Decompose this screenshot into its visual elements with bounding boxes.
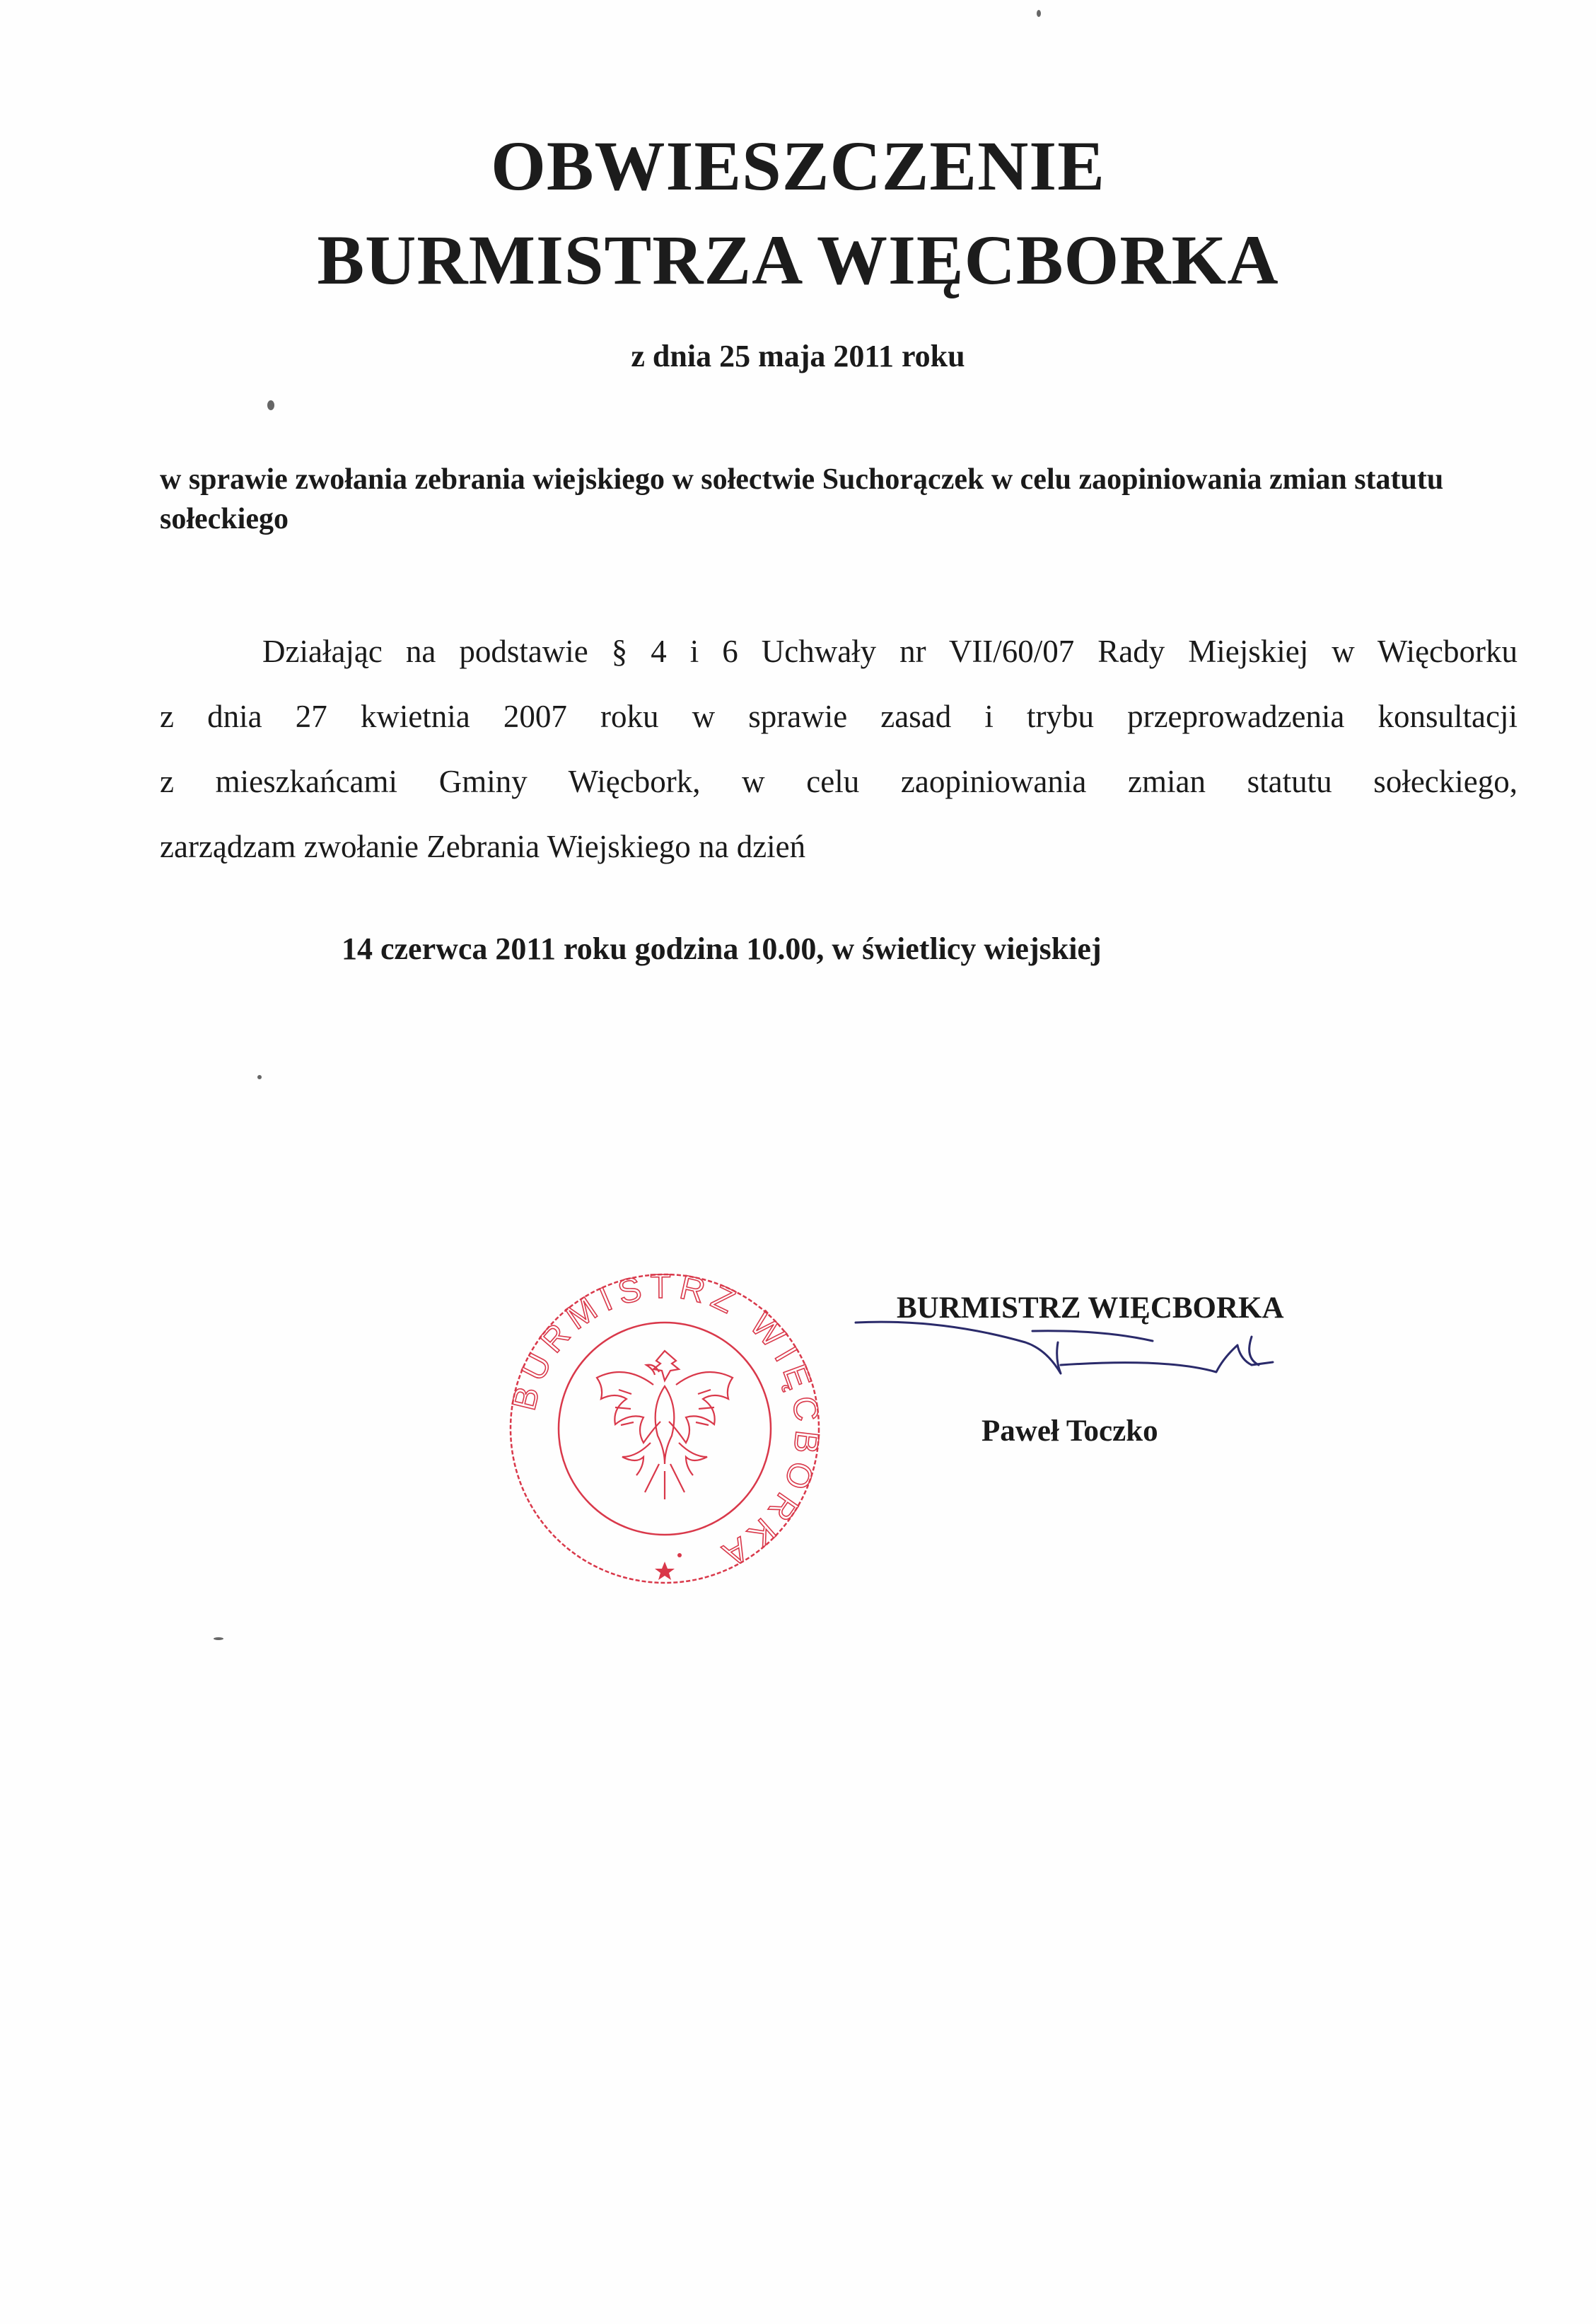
- stamp-star-icon: [655, 1562, 675, 1580]
- body-line: z mieszkańcami Gminy Więcbork, w celu zaopiniowania zmian statutu sołeckiego,: [160, 764, 1518, 799]
- document-body: [160, 619, 1518, 879]
- scan-speck: [267, 400, 274, 410]
- scan-speck: [214, 1637, 223, 1640]
- official-stamp: [495, 1266, 834, 1591]
- document-date: z dnia 25 maja 2011 roku: [631, 339, 965, 373]
- body-line: Działając na podstawie § 4 i 6 Uchwały nr VII/60/07 Rady Miejskiej w Więcborku: [262, 634, 1518, 669]
- document-title-line1: OBWIESZCZENIE: [491, 127, 1105, 205]
- scan-speck: [257, 1075, 262, 1079]
- scan-speck: [1037, 10, 1041, 17]
- signatory-name: Paweł Toczko: [982, 1414, 1158, 1448]
- meeting-details: 14 czerwca 2011 roku godzina 10.00, w świetlicy wiejskiej: [342, 931, 1102, 966]
- body-line: zarządzam zwołanie Zebrania Wiejskiego na dzień: [160, 829, 806, 864]
- signatory-title: BURMISTRZ WIĘCBORKA: [897, 1291, 1284, 1325]
- handwritten-signature: [849, 1308, 1287, 1422]
- body-line: z dnia 27 kwietnia 2007 roku w sprawie zasad i trybu przeprowadzenia konsultacji: [160, 699, 1518, 734]
- stamp-ring-text: BURMISTRZ WIĘCBORKA: [505, 1267, 827, 1577]
- scan-speck: [677, 1553, 682, 1557]
- document-subject: w sprawie zwołania zebrania wiejskiego w sołectwie Suchorączek w celu zaopiniowania zmian statutu sołeckiego: [160, 463, 1444, 535]
- document-title-line2: BURMISTRZA WIĘCBORKA: [317, 221, 1279, 299]
- eagle-emblem-icon: [597, 1351, 733, 1499]
